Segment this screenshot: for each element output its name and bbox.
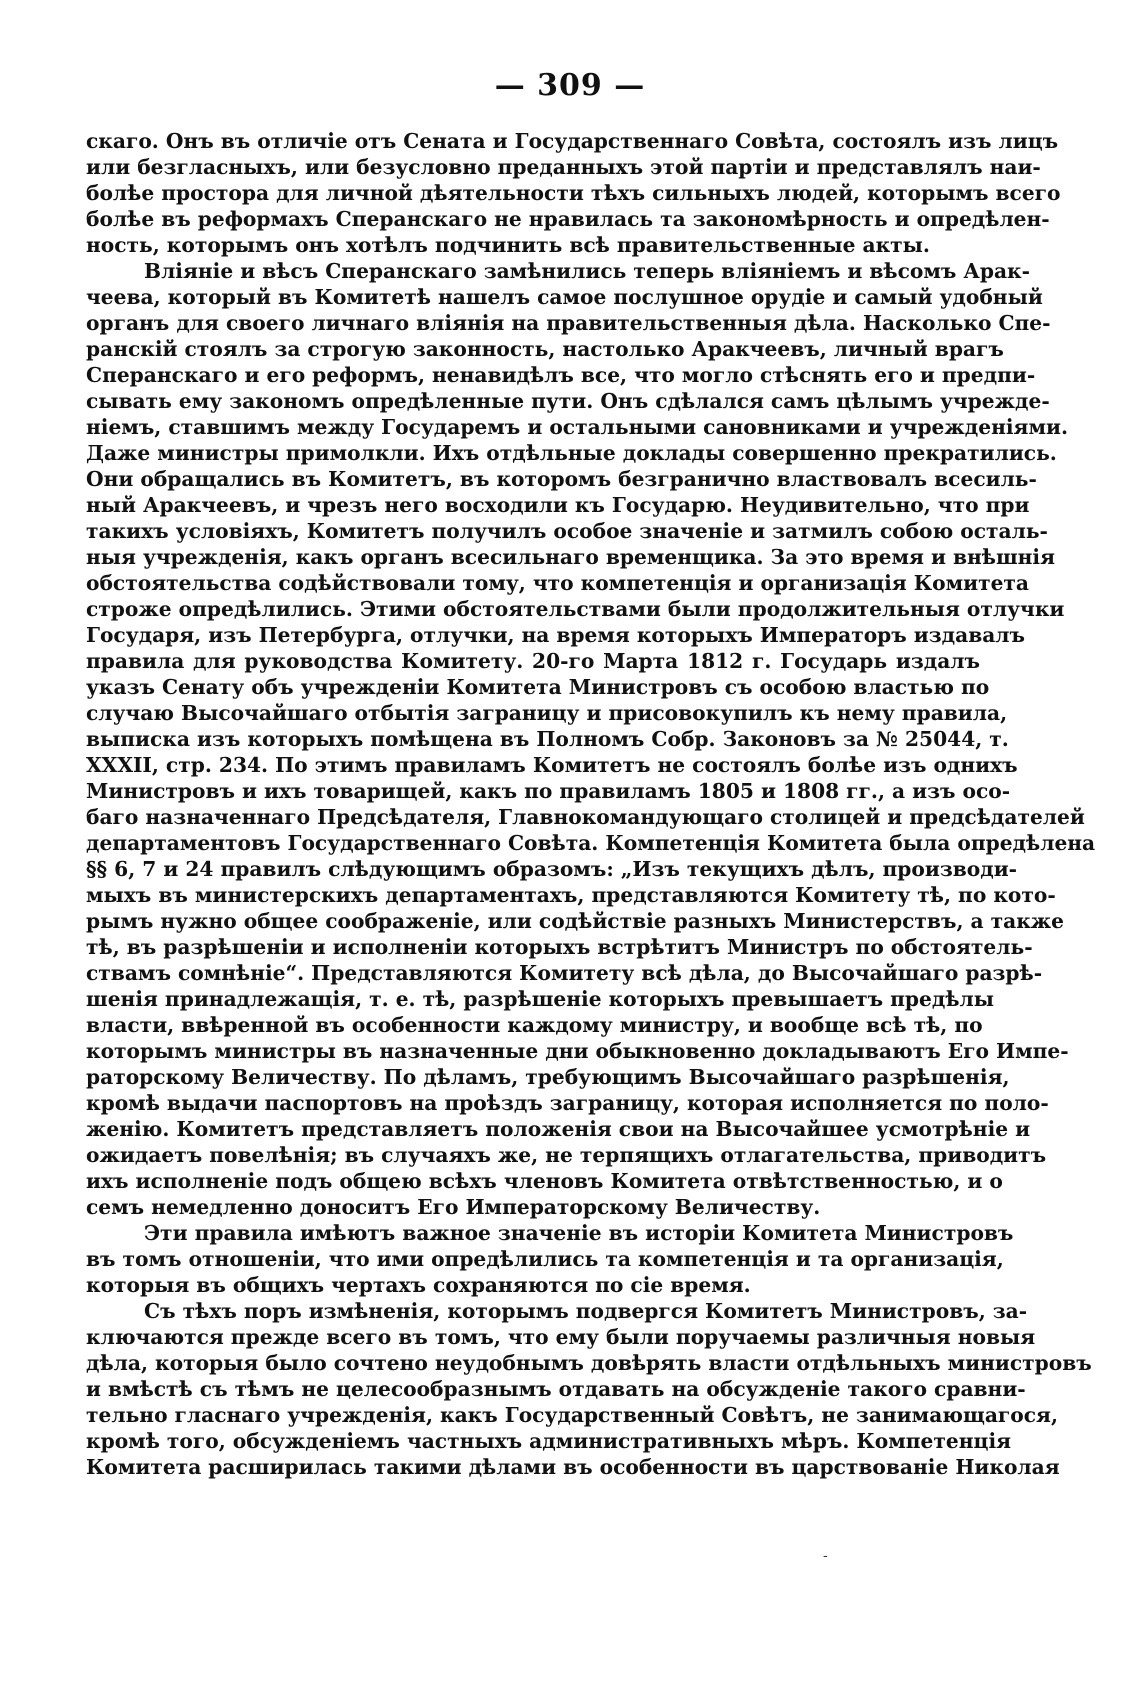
text-line: XXXII, стр. 234. По этимъ правиламъ Комитетъ не состоялъ болѣе изъ однихъ — [86, 753, 1018, 777]
text-line: сывать ему закономъ опредѣленные пути. Онъ сдѣлался самъ цѣлымъ учрежде- — [86, 389, 1050, 413]
text-line: правила для руководства Комитету. 20-го Марта 1812 г. Государь издалъ — [86, 649, 980, 673]
text-line: ность, которымъ онъ хотѣлъ подчинить всѣ правительственные акты. — [86, 233, 930, 257]
body-text — [86, 128, 1096, 1480]
text-line: строже опредѣлились. Этими обстоятельствами были продолжительныя отлучки — [86, 597, 1065, 621]
text-line: болѣе простора для личной дѣятельности тѣхъ сильныхъ людей, которымъ всего — [86, 181, 1061, 205]
text-line: департаментовъ Государственнаго Совѣта. Компетенція Комитета была опредѣлена — [86, 831, 1096, 855]
text-line: баго назначеннаго Предсѣдателя, Главнокомандующаго столицей и предсѣдателей — [86, 805, 1085, 829]
text-line: ніемъ, ставшимъ между Государемъ и остальными сановниками и учрежденіями. — [86, 415, 1068, 439]
text-line: кромѣ выдачи паспортовъ на проѣздъ заграницу, которая исполняется по поло- — [86, 1091, 1049, 1115]
text-line: Министровъ и ихъ товарищей, какъ по правиламъ 1805 и 1808 гг., а изъ осо- — [86, 779, 1011, 803]
text-line: тѣ, въ разрѣшеніи и исполненіи которыхъ встрѣтитъ Министръ по обстоятель- — [86, 935, 1033, 959]
text-line: Вліяніе и вѣсъ Сперанскаго замѣнились теперь вліяніемъ и вѣсомъ Арак- — [144, 259, 1030, 283]
text-line: мыхъ въ министерскихъ департаментахъ, представляются Комитету тѣ, по кото- — [86, 883, 1056, 907]
text-line: или безгласныхъ, или безусловно преданныхъ этой партіи и представлялъ наи- — [86, 155, 1041, 179]
text-line: кромѣ того, обсужденіемъ частныхъ административныхъ мѣръ. Компетенція — [86, 1429, 1012, 1453]
text-line: ключаются прежде всего въ томъ, что ему были поручаемы различныя новыя — [86, 1325, 1036, 1349]
text-line: въ томъ отношеніи, что ими опредѣлились та компетенція и та организація, — [86, 1247, 1004, 1271]
text-line: ожидаетъ повелѣнія; въ случаяхъ же, не терпящихъ отлагательства, приводитъ — [86, 1143, 1047, 1167]
text-line: ный Аракчеевъ, и чрезъ него восходили къ Государю. Неудивительно, что при — [86, 493, 1030, 517]
text-line: органъ для своего личнаго вліянія на правительственныя дѣла. Насколько Спе- — [86, 311, 1051, 335]
text-line: Комитета расширилась такими дѣлами въ особенности въ царствованіе Николая — [86, 1455, 1060, 1479]
text-line: §§ 6, 7 и 24 правилъ слѣдующимъ образомъ: „Изъ текущихъ дѣлъ, производи- — [86, 857, 1018, 881]
text-line: указъ Сенату объ учрежденіи Комитета Министровъ съ особою властью по — [86, 675, 990, 699]
text-line: выписка изъ которыхъ помѣщена въ Полномъ Собр. Законовъ за № 25044, т. — [86, 727, 1009, 751]
text-line: чеева, который въ Комитетѣ нашелъ самое послушное орудіе и самый удобный — [86, 285, 1043, 309]
text-line: Эти правила имѣютъ важное значеніе въ исторіи Комитета Министровъ — [144, 1221, 1014, 1245]
text-line: семъ немедленно доноситъ Его Императорскому Величеству. — [86, 1195, 821, 1219]
text-line: Даже министры примолкли. Ихъ отдѣльные доклады совершенно прекратились. — [86, 441, 1057, 465]
text-line: раторскому Величеству. По дѣламъ, требующимъ Высочайшаго разрѣшенія, — [86, 1065, 1010, 1089]
text-line: шенія принадлежащія, т. е. тѣ, разрѣшеніе которыхъ превышаетъ предѣлы — [86, 987, 995, 1011]
text-line: и вмѣстѣ съ тѣмъ не целесообразнымъ отдавать на обсужденіе такого сравни- — [86, 1377, 1026, 1401]
stray-ink-mark: - — [823, 1548, 828, 1564]
text-line: которыя въ общихъ чертахъ сохраняются по сіе время. — [86, 1273, 751, 1297]
text-line: Государя, изъ Петербурга, отлучки, на время которыхъ Императоръ издавалъ — [86, 623, 1026, 647]
text-line: случаю Высочайшаго отбытія заграницу и присовокупилъ къ нему правила, — [86, 701, 1008, 725]
text-line: обстоятельства содѣйствовали тому, что компетенція и организація Комитета — [86, 571, 1030, 595]
text-line: женію. Комитетъ представляетъ положенія свои на Высочайшее усмотрѣніе и — [86, 1117, 1031, 1141]
text-line: такихъ условіяхъ, Комитетъ получилъ особое значеніе и затмилъ собою осталь- — [86, 519, 1048, 543]
text-line: ихъ исполненіе подъ общею всѣхъ членовъ Комитета отвѣтственностью, и о — [86, 1169, 1003, 1193]
text-line: которымъ министры въ назначенные дни обыкновенно докладываютъ Его Импе- — [86, 1039, 1069, 1063]
text-line: Они обращались въ Комитетъ, въ которомъ безгранично властвовалъ всесиль- — [86, 467, 1037, 491]
text-line: ствамъ сомнѣніе“. Представляются Комитету всѣ дѣла, до Высочайшаго разрѣ- — [86, 961, 1043, 985]
text-line: болѣе въ реформахъ Сперанскаго не нравилась та закономѣрность и опредѣлен- — [86, 207, 1050, 231]
text-line: Съ тѣхъ поръ измѣненія, которымъ подвергся Комитетъ Министровъ, за- — [144, 1299, 1028, 1323]
text-line: ранскій стоялъ за строгую законность, настолько Аракчеевъ, личный врагъ — [86, 337, 1004, 361]
text-line: Сперанскаго и его реформъ, ненавидѣлъ все, что могло стѣснять его и предпи- — [86, 363, 1036, 387]
page-number: — 309 — — [494, 68, 646, 103]
text-line: рымъ нужно общее соображеніе, или содѣйствіе разныхъ Министерствъ, а также — [86, 909, 1064, 933]
text-line: скаго. Онъ въ отличіе отъ Сената и Государственнаго Совѣта, состоялъ изъ лицъ — [86, 129, 1059, 153]
text-line: власти, ввѣренной въ особенности каждому министру, и вообще всѣ тѣ, по — [86, 1013, 983, 1037]
text-line: дѣла, которыя было сочтено неудобнымъ довѣрять власти отдѣльныхъ министровъ — [86, 1351, 1092, 1375]
text-line: ныя учрежденія, какъ органъ всесильнаго временщика. За это время и внѣшнія — [86, 545, 1056, 569]
text-line: тельно гласнаго учрежденія, какъ Государственный Совѣтъ, не занимающагося, — [86, 1403, 1058, 1427]
